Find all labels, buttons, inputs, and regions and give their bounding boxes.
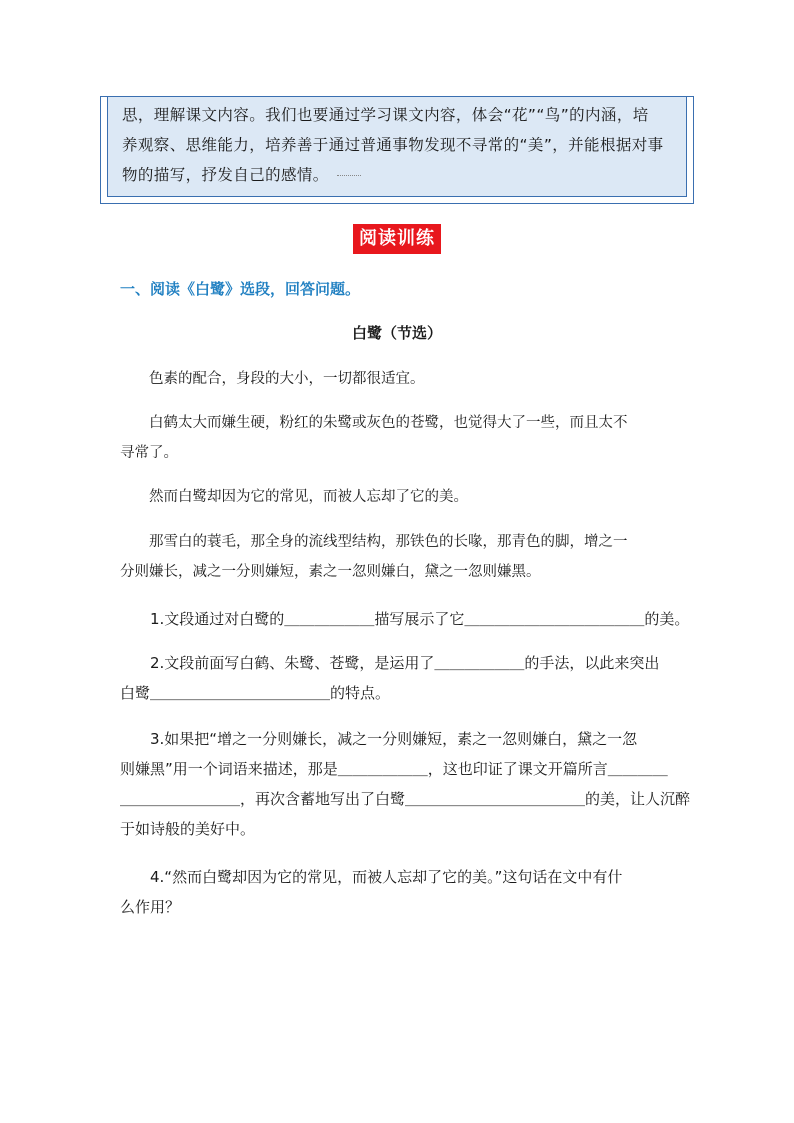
question-line: 2.文段前面写白鹤、朱鹭、苍鹭，是运用了＿＿＿＿＿＿的手法，以此来突出 — [150, 654, 660, 672]
intro-line — [122, 160, 676, 190]
intro-line: 思，理解课文内容。我们也要通过学习课文内容，体会“花”“鸟”的内涵，培 — [122, 106, 649, 124]
passage-paragraph — [120, 408, 676, 468]
question-line: 白鹭＿＿＿＿＿＿＿＿＿＿＿＿的特点。 — [120, 684, 391, 702]
passage-line: 分则嫌长，减之一分则嫌短，素之一忽则嫌白，黛之一忽则嫌黑。 — [120, 564, 541, 580]
question-heading: 一、阅读《白鹭》选段，回答问题。 — [120, 280, 361, 298]
passage-line: 白鹤太大而嫌生硬，粉红的朱鹭或灰色的苍鹭，也觉得大了一些，而且太不 — [149, 415, 628, 431]
passage-line: 那雪白的蓑毛，那全身的流线型结构，那铁色的长喙，那青色的脚，增之一 — [149, 534, 628, 550]
question-3 — [120, 724, 691, 844]
question-line: 3.如果把“增之一分则嫌长，减之一分则嫌短，素之一忽则嫌白，黛之一忽 — [150, 730, 638, 748]
question-line: ＿＿＿＿＿＿＿＿，再次含蓄地写出了白鹭＿＿＿＿＿＿＿＿＿＿＿＿的美，让人沉醉 — [120, 790, 691, 808]
question-line: 于如诗般的美好中。 — [120, 820, 256, 838]
passage-paragraph — [120, 527, 676, 587]
question-2 — [120, 648, 680, 708]
question-line: 1.文段通过对白鹭的＿＿＿＿＿＿描写展示了它＿＿＿＿＿＿＿＿＿＿＿＿的美。 — [150, 610, 690, 628]
question-line: 么作用？ — [120, 898, 181, 916]
question-line: 4.“然而白鹭却因为它的常见，而被人忘却了它的美。”这句话在文中有什 — [150, 868, 623, 886]
intro-panel — [107, 97, 687, 197]
passage-paragraph — [120, 482, 676, 512]
passage-paragraph — [120, 364, 676, 394]
question-1 — [120, 604, 690, 634]
passage-line: 色素的配合，身段的大小，一切都很适宜。 — [149, 371, 425, 387]
passage-line: 然而白鹭却因为它的常见，而被人忘却了它的美。 — [149, 489, 468, 505]
intro-line: 养观察、思维能力，培养善于通过普通事物发现不寻常的“美”，并能根据对事 — [122, 136, 664, 154]
passage-title: 白鹭（节选） — [351, 324, 442, 342]
question-line: 则嫌黑”用一个词语来描述，那是＿＿＿＿＿＿，这也印证了课文开篇所言＿＿＿＿ — [120, 760, 668, 778]
intro-box — [100, 96, 694, 204]
dotted-mark — [337, 175, 361, 176]
question-4 — [120, 862, 680, 922]
passage-line: 寻常了。 — [120, 445, 178, 461]
section-tag: 阅读训练 — [353, 224, 441, 254]
intro-line-text: 物的描写，抒发自己的感情。 — [122, 166, 329, 184]
